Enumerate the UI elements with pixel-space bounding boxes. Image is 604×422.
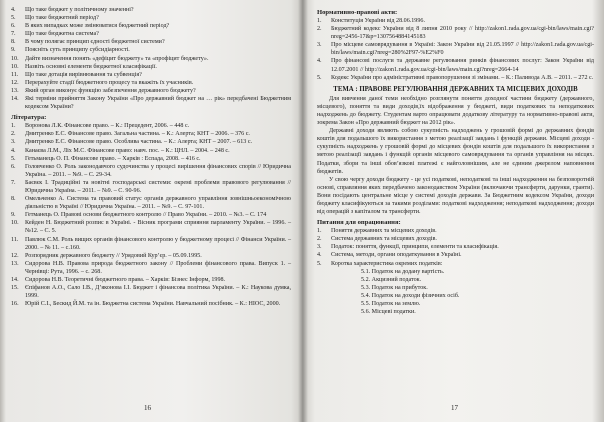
- study-question-number: 3.: [317, 244, 322, 251]
- normative-act: [317, 25, 594, 41]
- literature-item: [11, 219, 291, 235]
- literature-item-text: Розпорядник державного бюджету // Урядовий Кур’єр. – 05.09.1995.: [25, 252, 202, 259]
- book-gutter: [298, 0, 308, 422]
- normative-act-text: Про фінансові послуги та державне регулювання ринків фінансових послуг: Закон України від 12.07.2001 // http://zakon1.rada.gov.ua/cgi-bin/laws/main.cgi?nreg=2664-14: [331, 58, 596, 73]
- literature-item-number: 2.: [11, 131, 16, 138]
- normative-acts-heading: Нормативно-правові акти:: [317, 9, 398, 16]
- literature-item-text: Гетманець О. Правові основи бюджетного контролю // Право України. – 2010. – №3. – С. 174: [25, 212, 267, 219]
- literature-item-text: Воронова Л.К. Фінансове право. – К.: Прецедент, 2006. – 448 с.: [25, 123, 190, 130]
- literature-item: [11, 284, 291, 300]
- literature-item-text: Сидорова Н.В. Правова природа бюджетного закону // Проблеми фінансового права. Випуск 1. – Чернівці: Рута, 1996. – с. 268.: [25, 260, 293, 275]
- literature-item-text: Сидорова Н.В. Теоретичні бюджетного права. – Харків: Бізнес Інформ, 1998.: [25, 277, 226, 283]
- literature-list: [11, 122, 291, 308]
- study-question: [317, 243, 594, 251]
- study-question-number: 1.: [317, 228, 322, 235]
- review-question-number: 14.: [11, 96, 19, 103]
- literature-item-number: 4.: [11, 147, 16, 154]
- review-question: [11, 6, 291, 14]
- review-question-text: Що таке бюджетний період?: [25, 15, 99, 22]
- study-question: [317, 235, 594, 243]
- literature-item: [11, 122, 291, 130]
- review-question-number: 5.: [11, 15, 16, 22]
- review-question: [11, 30, 291, 38]
- normative-acts-list: [317, 17, 594, 82]
- literature-item-number: 7.: [11, 179, 16, 186]
- review-question-number: 10.: [11, 55, 19, 62]
- study-subquestion: 5.2. Акцизний податок.: [361, 276, 422, 283]
- literature-item-number: 12.: [11, 252, 19, 259]
- right-page: [303, 0, 604, 422]
- literature-item-number: 1.: [11, 123, 16, 130]
- literature-item-text: Баєвєк І. Традиційні та новітні господарські системи: окремі проблеми правового регулювання // Юридична Україна. – 2011. – №9. – С. 90-96.: [25, 179, 293, 194]
- literature-item: [11, 300, 291, 308]
- review-question: [11, 87, 291, 95]
- literature-item-number: 10.: [11, 220, 19, 227]
- normative-act-number: 2.: [317, 26, 322, 33]
- study-question-text: Податок: поняття, функції, принципи, елементи та класифікація.: [331, 244, 499, 251]
- literature-item-number: 9.: [11, 212, 16, 219]
- literature-item-number: 14.: [11, 277, 19, 283]
- review-questions-list: [11, 6, 291, 111]
- review-question-text: Що таке бюджетна система?: [25, 31, 99, 38]
- review-question-text: Перерахуйте стадії бюджетного процесу та вкажіть їх учасників.: [25, 79, 194, 86]
- review-question-number: 8.: [11, 39, 16, 46]
- literature-item-number: 16.: [11, 301, 19, 308]
- review-question: [11, 95, 291, 111]
- review-question-text: Що таке бюджет у політичному значенні?: [25, 7, 134, 13]
- review-question: [11, 46, 291, 54]
- study-subquestion: 5.4. Податок на доходи фізичних осіб.: [361, 292, 460, 299]
- study-subquestion: 5.3. Податок на прибуток.: [361, 284, 428, 291]
- study-question-text: Система, методи, органи оподаткування в Україні.: [331, 252, 462, 259]
- literature-item-text: Гетьманець О. П. Фінансове право. – Харків : Еспада, 2008. – 416 с.: [25, 155, 201, 162]
- study-question-text: Поняття державних та місцевих доходів.: [331, 228, 437, 235]
- review-question: [11, 71, 291, 79]
- study-question-text: Коротка характеристика окремих податків:: [331, 260, 443, 267]
- review-question-text: Дайте визначення понять «дефіцит бюджету» та «профіцит бюджету».: [25, 55, 209, 62]
- literature-item-number: 8.: [11, 196, 16, 203]
- review-question-number: 6.: [11, 23, 16, 30]
- review-question-number: 9.: [11, 47, 16, 54]
- normative-act: [317, 41, 594, 57]
- study-subquestions-list: [317, 268, 594, 317]
- normative-act: [317, 17, 594, 25]
- review-question: [11, 63, 291, 71]
- normative-act: [317, 74, 594, 82]
- literature-item-number: 15.: [11, 285, 19, 292]
- literature-item: [11, 130, 291, 138]
- review-question: [11, 55, 291, 63]
- review-question-number: 12.: [11, 79, 19, 86]
- literature-item-text: Кейден Н. Бюджетний розпис в Україні. - Вісник програми сприяння парламенту України. – 1996. – №12. – С. 5.: [25, 220, 293, 235]
- topic-paragraph: Для вивчення даної теми необхідно розглянути поняття доходної частини бюджету (державного, місцевого), поняття та види доходів,їх відображення у бюджеті, види податкових та неподаткових надходжень до бюджету. Студентам варто опрацювати додаткову літературу та нормативно-правові акти, зокрема Закон «Про державний бюджет на 2012 рік».: [317, 95, 596, 127]
- study-subquestion: 5.6. Місцеві податки.: [361, 309, 416, 316]
- literature-item-text: Дмитренко Е.С. Фінансове право. Загальна частина. – К.: Алерта; КНТ – 2006. – 376 с.: [25, 131, 250, 138]
- review-question-text: Який орган виконує функцію забезпечення державного бюджету?: [25, 87, 196, 94]
- topic-body: [317, 95, 594, 216]
- literature-item-text: Омельченко А. Система та правовий статус органів державного управління зовнішньоекономічною діяльністю в Україні // Юридична Україна. – 2011. – №9. – С. 97-101.: [25, 196, 293, 211]
- review-question: [11, 79, 291, 87]
- review-question-text: Що таке дотація вирівнювання та субвенція?: [25, 71, 142, 78]
- study-question: [317, 227, 594, 235]
- literature-item-text: Юрій С.І., Бескид Й.М. та ін. Бюджетна система України. Навчальний посібник. – К.: НІОС, 2000.: [25, 301, 281, 308]
- topic-paragraph: У свою чергу доходи бюджету - це усі податкові, неподаткові та інші надходження на безповоротній основі, справляння яких передбачено законодавством України (включаючи трансферти, дарунки, гранти). Вони посідають центральне місце у системі доходів держави. За Бюджетним кодексом України, доходи бюджету класифікуються за такими розділами: податкові надходження; неподаткові надходження; доходи від операцій з капіталом та трансферти.: [317, 176, 596, 216]
- topic-heading: ТЕМА : ПРАВОВЕ РЕГУЛЮВАННЯ ДЕРЖАВНИХ ТА МІСЦЕВИХ ДОХОДІВ: [333, 85, 578, 93]
- normative-act-text: Про місцеве самоврядування в Україні: Закон України від 21.05.1997 // http://zakon1.rada.gov.ua/cgi-bin/laws/main.cgi?nreg=280%2F97-%E2%F0: [331, 42, 594, 57]
- normative-act-text: Бюджетний кодекс України від 8 липня 2010 року // http://zakon1.rada.gov.ua/cgi-bin/laws/main.cgi?nreg=2456-17&p=1307564884145183: [331, 26, 594, 41]
- page-number: 17: [451, 403, 458, 412]
- literature-item: [11, 155, 291, 163]
- literature-item: [11, 236, 291, 252]
- normative-act-text: Конституція України від 28.06.1996.: [331, 18, 425, 24]
- review-question-number: 11.: [11, 71, 19, 78]
- literature-item-number: 5.: [11, 155, 16, 162]
- literature-item: [11, 147, 291, 155]
- review-question: [11, 22, 291, 30]
- normative-act-text: Кодекс України про адміністративні правопорушення зі змінами. – К.: Паливода А.В. – 2011. – 272 с.: [331, 74, 594, 81]
- literature-item-text: Канаєва Л.М., Ліх М.С. Фінансове право: навч. пос. – К.: ЦНЛ. – 2004. – 248 с.: [25, 147, 230, 154]
- review-question-number: 4.: [11, 7, 16, 13]
- review-question-text: В яких випадках може змінюватися бюджетний період?: [25, 23, 170, 30]
- normative-act-number: 3.: [317, 42, 322, 49]
- study-question-text: Система державних та місцевих доходів.: [331, 236, 437, 243]
- study-question: [317, 251, 594, 259]
- review-question: [11, 14, 291, 22]
- review-question-text: В чому полягає принцип єдності бюджетної системи?: [25, 39, 165, 46]
- literature-item-text: Єпіфанов А.О., Сало І.В., Д’яконова І.І. Бюджет і фінансова політика України. – К.: Наукова думка, 1999.: [25, 285, 293, 300]
- literature-item-number: 3.: [11, 139, 16, 146]
- literature-item: [11, 276, 291, 284]
- topic-paragraph: Державні доходи являють собою сукупність надходжень у грошовій формі до державних фондів коштів для подальшого їх використання з метою реалізації завдань і функцій держави. Місцеві доходи - сукупність надходжень у грошовій формі до місцевих фондів коштів для подальшого їх використання з метою реалізації завдань і функцій органів місцевого самоврядування та органів управління на місцях. Податки, збори та інші обов’язкові платежі є найголовнішим, але не єдиним джерелом наповнення бюджетів.: [317, 128, 596, 175]
- normative-act-number: 1.: [317, 18, 322, 24]
- literature-item: [11, 252, 291, 260]
- page-number: 16: [144, 403, 151, 412]
- literature-item-number: 11.: [11, 236, 19, 243]
- review-question-text: Поясніть суть принципу субсидіарності.: [25, 47, 130, 54]
- study-question-number: 5.: [317, 260, 322, 267]
- literature-item: [11, 163, 291, 179]
- review-question-text: Які терміни прийняття Закону України «Про державний бюджет на … рік» передбачені Бюджетним кодексом України?: [25, 96, 293, 111]
- literature-heading: Література:: [11, 114, 47, 122]
- normative-act: [317, 57, 594, 73]
- study-questions-heading: Питання для опрацювання:: [317, 219, 401, 227]
- literature-item: [11, 179, 291, 195]
- literature-item-number: 6.: [11, 163, 16, 170]
- study-questions-list: [317, 227, 594, 267]
- literature-item: [11, 260, 291, 276]
- normative-act-number: 4.: [317, 58, 322, 65]
- literature-item-text: Головченко О. Роль законодавчого судочинства у процесі вирішення фінансових спорів // Юридична Україна. – 2011. – №9. – С. 29-34.: [25, 163, 293, 178]
- study-question-number: 4.: [317, 252, 322, 259]
- study-question: [317, 260, 594, 268]
- literature-item: [11, 195, 291, 211]
- literature-item-text: Павлюк С.М. Роль вищих органів фінансового контролю у бюджетному процесі // Фінанси України. – 2000. – № 11. – с.160.: [25, 236, 293, 251]
- literature-item: [11, 138, 291, 146]
- review-question: [11, 38, 291, 46]
- literature-item-text: Дмитренко Е.С. Фінансове право. Особлива частина. – К.: Алерта; КНТ – 2007. – 613 с.: [25, 139, 253, 146]
- study-subquestion: 5.5. Податок на землю.: [361, 301, 421, 307]
- review-question-text: Назвіть основні елементи бюджетної класифікації.: [25, 63, 157, 70]
- literature-item-number: 13.: [11, 260, 19, 267]
- literature-item: [11, 211, 291, 219]
- study-subquestion: 5.1. Податок на додану вартість.: [361, 268, 445, 275]
- review-question-number: 10.: [11, 63, 19, 70]
- review-question-number: 13.: [11, 87, 19, 94]
- review-question-number: 7.: [11, 31, 16, 38]
- normative-act-number: 5.: [317, 74, 322, 81]
- study-question-number: 2.: [317, 236, 322, 243]
